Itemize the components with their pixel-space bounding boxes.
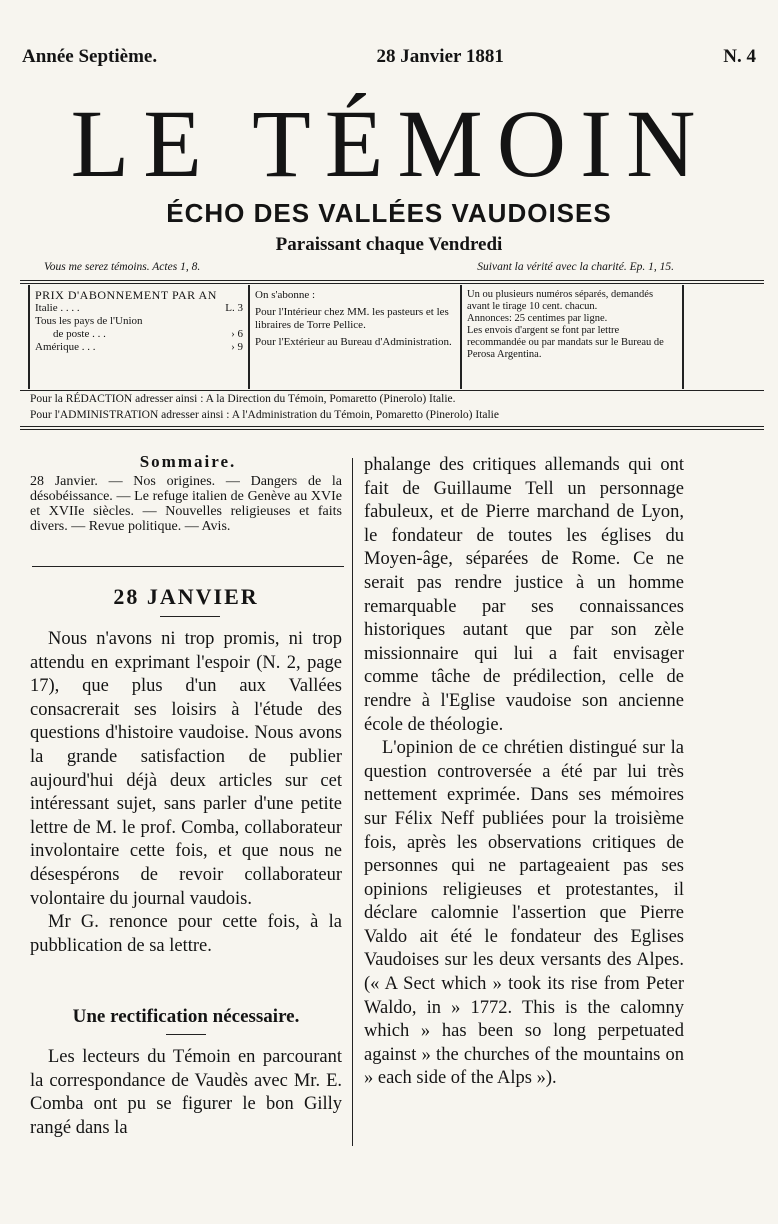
motto-left: Vous me serez témoins. Actes 1, 8. [44,261,201,273]
redaction-address: Pour la RÉDACTION adresser ainsi : A la Direction du Témoin, Pomaretto (Pinerolo) Italie. [30,393,456,405]
subscription-title: PRIX D'ABONNEMENT PAR AN [35,288,217,302]
subscribe-line-2: Pour l'Intérieur chez MM. les pasteurs et les libraires de Torre Pellice. [255,306,449,331]
notes-line-3: Les envois d'argent se font par lettre recommandée ou par mandats sur le Bureau de Perosa Argentina. [467,325,664,360]
address-rule-double [20,429,764,430]
notes-line-1: Un ou plusieurs numéros séparés, demandés avant le tirage 10 cent. chacun. [467,289,654,312]
subscribe-box [248,285,462,389]
heading-rule [160,616,220,617]
top-line [22,46,756,68]
periodicity: Paraissant chaque Vendredi [275,234,503,255]
header-rule-top-double [20,283,764,284]
notes-line-2: Annonces: 25 centimes par ligne. [467,313,608,324]
article2-body [30,1046,342,1140]
right-paragraph-1: phalange des critiques allemands qui ont fait de Guillaume Tell un personnage fabuleux, et de Pierre marchand de Lyon, le fondateur de toutes les églises du Moyen-âge, séparées de Rome. Ce ne serait pas rendre justice à un homme remarquable par ses connaissances historiques autant que par son zèle missionnaire qui lui a fait envisager comme tâche de prédilection, celle de rendre à l'Eglise vaudoise son ancienne école de théologie. [364,455,684,735]
box-bottom-rule [20,390,764,391]
price-row: de poste . . . › 6 [53,328,243,340]
article2-heading: Une rectification nécessaire. [72,1006,300,1027]
column-divider [352,458,353,1146]
price-row: Amérique . . . › 9 [35,341,243,353]
year-label: Année Septième. [22,46,158,67]
subscribe-line-1: On s'abonne : [255,289,316,301]
price-row: Tous les pays de l'Union [35,315,143,327]
article2-rule [166,1034,206,1035]
right-column [364,454,684,1091]
administration-address: Pour l'ADMINISTRATION adresser ainsi : A l'Administration du Témoin, Pomaretto (Pinerolo) Italie [30,409,499,421]
issue-date: 28 Janvier 1881 [376,46,504,67]
notes-box [460,285,684,389]
issue-number: N. 4 [723,46,756,67]
right-paragraph-2: L'opinion de ce chrétien distingué sur la question controversée a été par lui très nettement exprimée. Dans ses mémoires sur Félix Neff publiées pour la troisième fois, après les observations critiques de personnes qui ne partageaient pas ses opinions religieuses et protestantes, il déclare calomnie l'assertion que Pierre Valdo ait été le fondateur des Eglises Vaudoises sur les deux versants des Alpes. (« A Sect which » took its rise from Peter Waldo, in » 1772. This is the calomny which » has been so long perpetuated against » the churches of the mountains on » each side of the Alps »). [364,738,684,1089]
motto-right: Suivant la vérité avec la charité. Ep. 1, 15. [477,261,674,273]
masthead-subtitle: ÉCHO DES VALLÉES VAUDOISES [166,198,612,228]
subscription-box [28,285,250,389]
sommaire-rule [32,566,344,567]
mottos [44,261,674,273]
article-paragraph-2: Mr G. renonce pour cette fois, à la pubblication de sa lettre. [30,912,342,956]
sommaire-text: 28 Janvier. — Nos origines. — Dangers de la désobéissance. — Le refuge italien de Genève au XVIe et XVIIe siècles. — Nouvelles religieuses et faits divers. — Revue politique. — Avis. [30,474,342,534]
header-rule-top [20,280,764,281]
sommaire-title: Sommaire. [139,452,237,471]
price-row: Italie . . . . L. 3 [35,302,243,314]
article2-paragraph-1: Les lecteurs du Témoin en parcourant la correspondance de Vaudès avec Mr. E. Comba ont pu se figurer le bon Gilly rangé dans la [30,1047,342,1138]
address-rule [20,426,764,427]
article-paragraph-1: Nous n'avons ni trop promis, ni trop attendu en exprimant l'espoir (N. 2, page 17), que plus d'un aux Vallées consacrerait ses loisirs à l'étude des questions d'histoire vaudoise. Nous avons la grande satisfaction de publier aujourd'hui déjà deux articles sur cet intéressant sujet, sans parler d'une petite lettre de M. le prof. Comba, collaborateur involontaire cette fois, et que nous ne désespérons de revoir collaborateur volontaire du journal vaudois. [30,629,342,909]
subscribe-line-3: Pour l'Extérieur au Bureau d'Administration. [255,336,452,348]
article-heading: 28 JANVIER [113,584,259,609]
masthead-title: LE TÉMOIN [70,90,710,197]
article-body [30,628,342,958]
